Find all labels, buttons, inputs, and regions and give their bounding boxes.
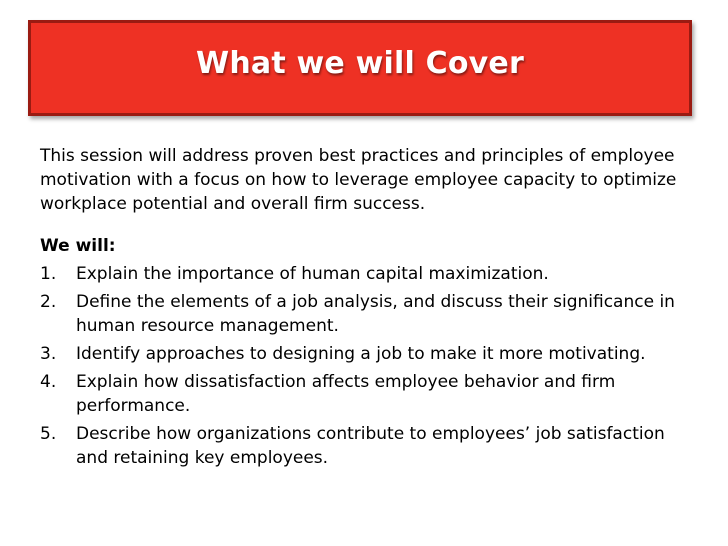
list-item [40,370,690,418]
list-item-number: 3. [40,344,57,364]
list-item-number: 2. [40,292,57,312]
slide-title: What we will Cover [196,45,524,81]
list-item-text: Define the elements of a job analysis, and discuss their significance in human resource management. [76,292,675,336]
list-item-number: 5. [40,424,57,444]
list-item-number: 4. [40,372,57,392]
list-item-text: Describe how organizations contribute to employees’ job satisfaction and retaining key employees. [76,424,665,468]
list-item [40,422,690,470]
list-item [40,262,690,286]
objectives-list [40,262,690,470]
list-item-text: Identify approaches to designing a job to make it more motivating. [76,344,646,364]
list-item-text: Explain how dissatisfaction affects employee behavior and firm performance. [76,372,616,416]
list-item [40,342,690,366]
list-item-number: 1. [40,264,57,284]
list-lead: We will: [40,236,116,256]
list-item-text: Explain the importance of human capital maximization. [76,264,549,284]
title-banner [28,20,692,116]
intro-paragraph: This session will address proven best practices and principles of employee motivation with a focus on how to leverage employee capacity to optimize workplace potential and overall firm success. [40,146,677,214]
list-item [40,290,690,338]
slide-body [40,144,690,474]
